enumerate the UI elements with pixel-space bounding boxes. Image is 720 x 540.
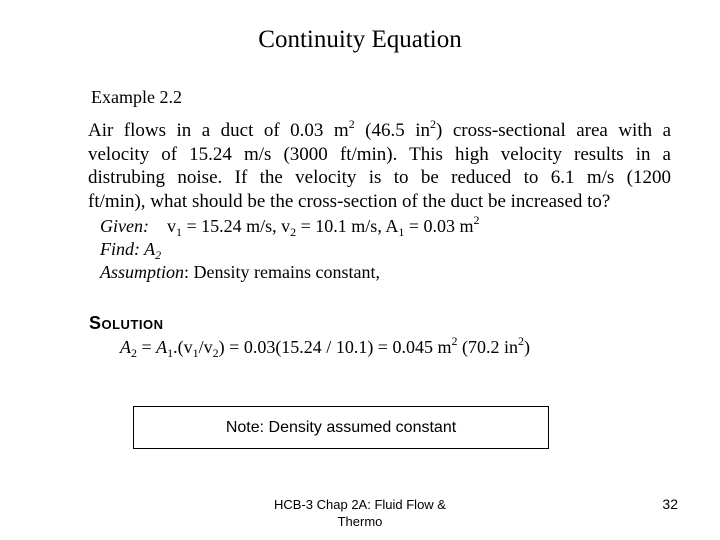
problem-line-2: velocity of 15.24 m/s (3000 ft/min). This high velocity results in a bbox=[88, 143, 671, 165]
note-box bbox=[133, 406, 549, 449]
problem-line-4: ft/min), what should be the cross-section of the duct be increased to? bbox=[88, 190, 611, 212]
problem-line-1: Air flows in a duct of 0.03 $m^2$ (46.5 $in^2$) cross-sectional area with a bbox=[88, 117, 672, 141]
example-label: Example 2.2 bbox=[91, 87, 182, 107]
problem-statement bbox=[88, 119, 671, 213]
given-line: Given: $v_1 = 15.24$ m/s, $v_2 = 10.1$ m/s, $A_1 = 0.03$ $m^2$ bbox=[100, 213, 480, 239]
find-line: Find: $A_2$ bbox=[100, 239, 162, 262]
note-text: Note: Density assumed constant bbox=[225, 418, 457, 436]
footer-text: HCB-3 Chap 2A: Fluid Flow & Thermo bbox=[274, 497, 446, 529]
solution-heading: Solution bbox=[89, 313, 164, 333]
page-number: 32 bbox=[662, 496, 678, 512]
given-block bbox=[100, 215, 479, 284]
slide-title: Continuity Equation bbox=[258, 26, 462, 53]
problem-line-3: distrubing noise. If the velocity is to be reduced to 6.1 m/s (1200 bbox=[88, 167, 671, 188]
solution-equation: $A_2 = A_1.(v_1/v_2) = 0.03(15.24 / 10.1) = 0.045$ $m^2$ (70.2 $in^2$) bbox=[120, 334, 530, 360]
assumption-line: Assumption: Density remains constant, bbox=[100, 262, 380, 282]
